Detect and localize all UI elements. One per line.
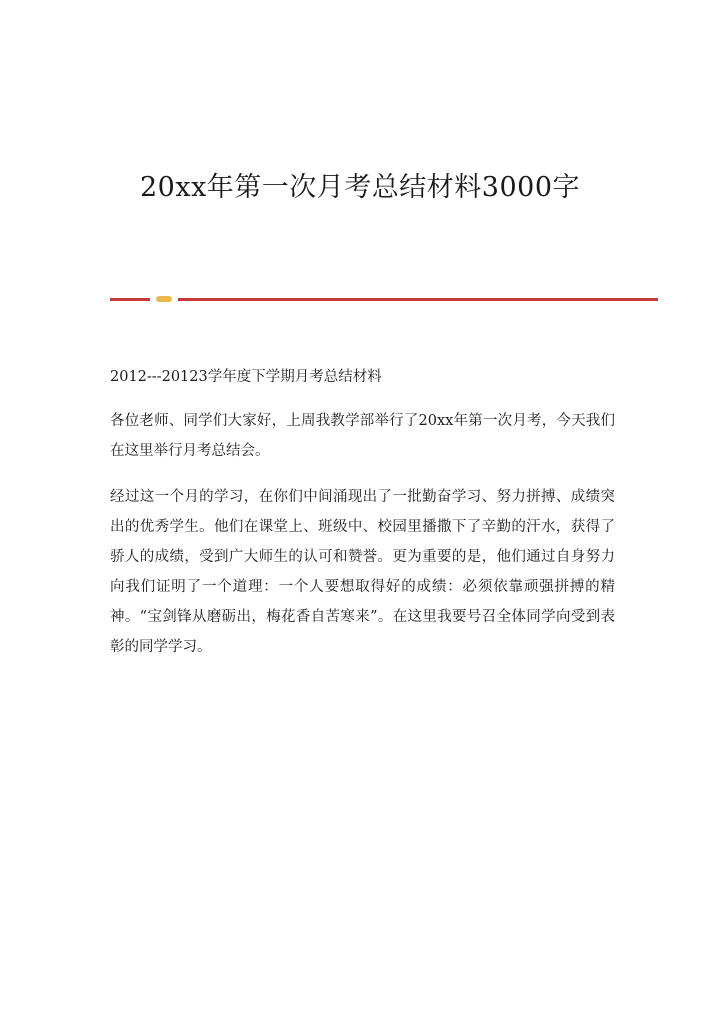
document-subtitle: 2012---20123学年度下学期月考总结材料 [110,369,382,385]
paragraph-greeting: 各位老师、同学们大家好，上周我教学部举行了20xx年第一次月考，今天我们在这里举行月考总结会。 [110,413,615,459]
document-title: 20xx年第一次月考总结材料3000字 [139,172,581,203]
title-divider [110,296,658,302]
document-body [110,364,615,678]
divider-left-bar [110,298,150,301]
divider-ornament [156,296,172,302]
divider-right-bar [178,298,658,301]
paragraph-praise: 经过这一个月的学习，在你们中间涌现出了一批勤奋学习、努力拼搏、成绩突出的优秀学生。他们在课堂上、班级中、校园里播撒下了辛勤的汗水，获得了骄人的成绩，受到广大师生的认可和赞誉。更为重要的是，他们通过自身努力向我们证明了一个道理：一个人要想取得好的成绩：必须依靠顽强拼搏的精神。“宝剑锋从磨砺出，梅花香自苦寒来”。在这里我要号召全体同学向受到表彰的同学学习。 [110,489,615,655]
